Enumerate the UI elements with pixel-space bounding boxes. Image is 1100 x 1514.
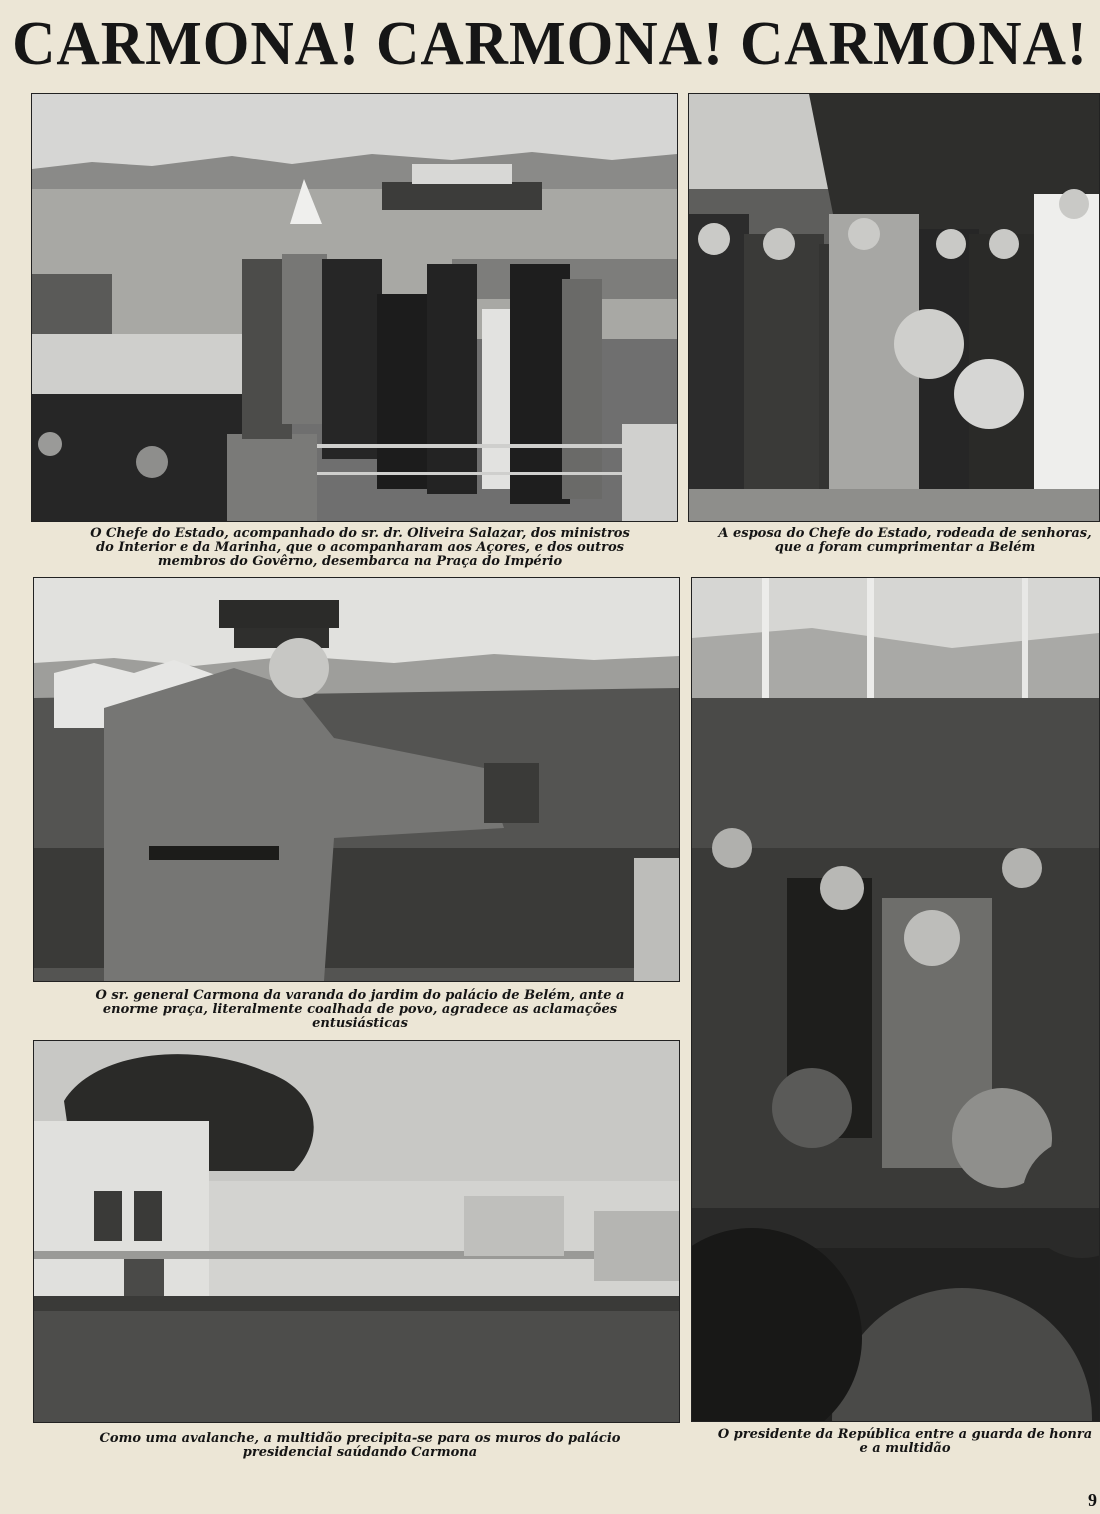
caption-palace-crowd: Como uma avalanche, a multidão precipita-se para os muros do palácio presidencial saúdando Carmona — [99, 1431, 621, 1460]
photo-palace-crowd — [33, 1040, 680, 1423]
caption-harbour-landing: O Chefe do Estado, acompanhado do sr. dr. Oliveira Salazar, dos ministros do Interior e da Marinha, que o acompanharam aos Açores, e dos outros membros do Govêrno, desembarca na Praça do Império — [90, 526, 630, 569]
photo-president-crowd — [691, 577, 1100, 1422]
photo-general-balcony — [33, 577, 680, 982]
page-number: 9 — [1088, 1490, 1097, 1510]
caption-president-crowd: O presidente da República entre a guarda de honra e a multidão — [717, 1427, 1093, 1456]
caption-general-balcony: O sr. general Carmona da varanda do jardim do palácio de Belém, ante a enorme praça, literalmente coalhada de povo, agradece as aclamações entusiásticas — [95, 988, 625, 1031]
caption-ladies-greeting: A esposa do Chefe do Estado, rodeada de senhoras, que a foram cumprimentar a Belém — [718, 526, 1092, 555]
photo-ladies-greeting — [688, 93, 1100, 522]
page-headline: CARMONA! CARMONA! CARMONA! — [12, 8, 1088, 78]
photo-harbour-landing — [31, 93, 678, 522]
